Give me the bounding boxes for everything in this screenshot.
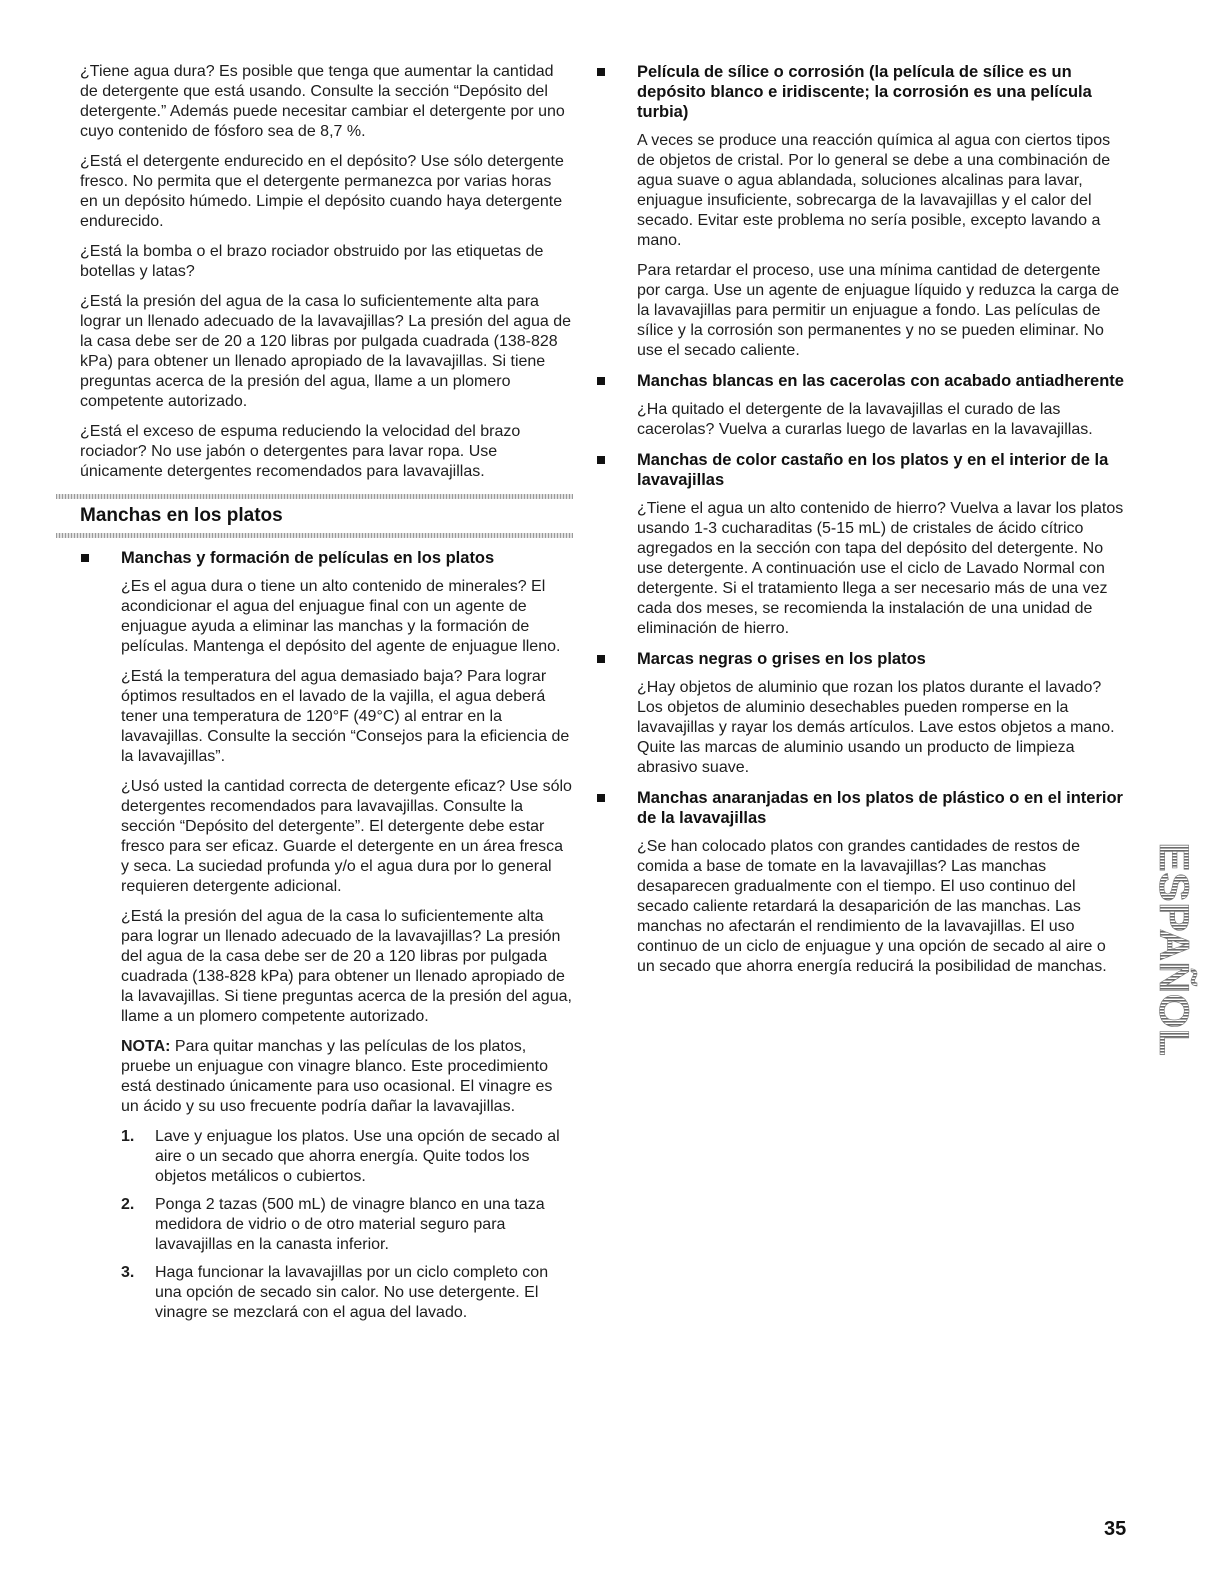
- step-number: 3.: [121, 1264, 135, 1281]
- intro-paragraph: ¿Tiene agua dura? Es posible que tenga que aumentar la cantidad de detergente que está usando. Consulte la sección “Depósito del detergente.” Además puede necesitar cambiar el detergente por uno cuyo contenido de fósforo sea de 8,7 %.: [80, 63, 565, 140]
- step-item: [121, 1263, 573, 1323]
- section-header: [56, 494, 573, 538]
- bullet-paragraph: ¿Es el agua dura o tiene un alto contenido de minerales? El acondicionar el agua del enjuague final con un agente de enjuague ayuda a eliminar las manchas y la formación de películas. Mantenga el depósito del agente de enjuague lleno.: [121, 578, 561, 655]
- bullet-heading-text: Manchas blancas en las cacerolas con acabado antiadherente: [637, 372, 1124, 390]
- step-item: [121, 1127, 573, 1187]
- language-side-tab: [1150, 838, 1200, 1060]
- bullet-paragraph: ¿Hay objetos de aluminio que rozan los platos durante el lavado? Los objetos de aluminio desechables pueden romperse en la lavavajillas y rayar los demás artículos. Lave estos objetos a mano. Quite las marcas de aluminio usando un producto de limpieza abrasivo suave.: [637, 679, 1115, 776]
- bullet-paragraph: ¿Está la presión del agua de la casa lo suficientemente alta para lograr un llenado adecuado de la lavavajillas? La presión del agua de la casa debe ser de 20 a 120 libras por pulgada cuadrada (138-828 kPa) para obtener un llenado apropiado de la lavavajillas. Si tiene preguntas acerca de la presión del agua, llame a un plomero competente autorizado.: [121, 908, 572, 1025]
- bullet-heading: [637, 371, 1126, 391]
- bullet-square-icon: [597, 794, 605, 802]
- section-title: Manchas en los platos: [80, 505, 283, 526]
- bullet-square-icon: [597, 68, 605, 76]
- bullet-paragraph: ¿Se han colocado platos con grandes cantidades de restos de comida a base de tomate en la lavavajillas? Las manchas desaparecen gradualmente con el tiempo. El uso continuo del secado caliente retardará la desaparición de las manchas. Las manchas no afectarán el rendimiento de la lavavajillas. El uso continuo de un ciclo de enjuague y una opción de secado al aire o un secado que ahorra energía reducirá la posibilidad de manchas.: [637, 838, 1107, 975]
- note-paragraph: [121, 1037, 573, 1117]
- side-tab-label: ESPAÑOL: [1151, 842, 1198, 1042]
- bullet-block: [637, 62, 1126, 977]
- right-column: [596, 62, 1126, 987]
- language-tab-graphic: [1150, 838, 1200, 1060]
- step-text: Haga funcionar la lavavajillas por un ciclo completo con una opción de secado sin calor. No use detergente. El vinagre se mezclará con el agua del lavado.: [155, 1264, 549, 1321]
- step-number: 2.: [121, 1196, 135, 1213]
- step-item: [121, 1195, 573, 1255]
- bullet-heading-text: Marcas negras o grises en los platos: [637, 650, 926, 668]
- bullet-paragraph: A veces se produce una reacción química al agua con ciertos tipos de objetos de cristal. Por lo general se debe a una combinación de agua suave o agua ablandada, soluciones alcalinas para lavar, enjuague insuficiente, sobrecarga de la lavavajillas y el calor del secado. Evitar este problema no sería posible, excepto lavando a mano.: [637, 132, 1111, 249]
- bullet-square-icon: [597, 655, 605, 663]
- bullet-heading: [637, 62, 1126, 122]
- step-number: 1.: [121, 1128, 135, 1145]
- bullet-square-icon: [81, 554, 89, 562]
- note-label: NOTA:: [121, 1038, 171, 1055]
- bullet-paragraph: Para retardar el proceso, use una mínima cantidad de detergente por carga. Use un agente de enjuague líquido y reduzca la carga de la lavavajillas para permitir un enjuague a fondo. Las películas de sílice y la corrosión son permanentes y no se pueden eliminar. No use el secado caliente.: [637, 262, 1120, 359]
- intro-paragraph: ¿Está la presión del agua de la casa lo suficientemente alta para lograr un llenado adecuado de la lavavajillas? La presión del agua de la casa debe ser de 20 a 120 libras por pulgada cuadrada (138-828 kPa) para obtener un llenado apropiado de la lavavajillas. Si tiene preguntas acerca de la presión del agua, llame a un plomero competente autorizado.: [80, 293, 572, 410]
- bullet-heading: [121, 548, 573, 568]
- intro-paragraph: ¿Está el detergente endurecido en el depósito? Use sólo detergente fresco. No permita que el detergente permanezca por varias horas en un depósito húmedo. Limpie el depósito cuando haya detergente endurecido.: [80, 153, 564, 230]
- page-number: 35: [1104, 1518, 1127, 1540]
- bullet-block: [121, 548, 573, 1323]
- bullet-heading-text: Película de sílice o corrosión (la película de sílice es un depósito blanco e iridiscente; la corrosión es una película turbia): [637, 63, 1092, 121]
- bullet-heading: [637, 649, 1126, 669]
- bullet-heading: [637, 450, 1126, 490]
- section-rule-bottom: [56, 533, 573, 538]
- steps-list: [121, 1127, 573, 1323]
- bullet-paragraph: ¿Tiene el agua un alto contenido de hierro? Vuelva a lavar los platos usando 1-3 cucharaditas (5-15 mL) de cristales de ácido cítrico agregados en la sección con tapa del depósito del detergente. No use detergente. A continuación use el ciclo de Lavado Normal con detergente. Si el tratamiento llega a ser necesario más de una vez cada dos meses, se recomienda la instalación de una unidad de eliminación de hierro.: [637, 500, 1124, 637]
- bullet-heading: [637, 788, 1126, 828]
- bullet-heading-text: Manchas y formación de películas en los platos: [121, 549, 495, 567]
- step-text: Ponga 2 tazas (500 mL) de vinagre blanco en una taza medidora de vidrio o de otro material seguro para lavavajillas en la canasta inferior.: [155, 1196, 545, 1253]
- bullet-paragraph: ¿Usó usted la cantidad correcta de detergente eficaz? Use sólo detergentes recomendados para lavavajillas. Consulte la sección “Depósito del detergente”. El detergente debe estar fresco para ser eficaz. Guarde el detergente en un área fresca y seca. La suciedad profunda y/o el agua dura por lo general requieren detergente adicional.: [121, 778, 572, 895]
- note-text: Para quitar manchas y las películas de los platos, pruebe un enjuague con vinagre blanco. Este procedimiento está destinado únicamente para uso ocasional. El vinagre es un ácido y su uso frecuente podría dañar la lavavajillas.: [121, 1038, 553, 1115]
- intro-paragraph: ¿Está la bomba o el brazo rociador obstruido por las etiquetas de botellas y latas?: [80, 243, 544, 280]
- step-text: Lave y enjuague los platos. Use una opción de secado al aire o un secado que ahorra energía. Quite todos los objetos metálicos o cubiertos.: [155, 1128, 560, 1185]
- left-column: [80, 62, 573, 1331]
- bullet-square-icon: [597, 377, 605, 385]
- bullet-square-icon: [597, 456, 605, 464]
- bullet-paragraph: ¿Ha quitado el detergente de la lavavajillas el curado de las cacerolas? Vuelva a curarlas luego de lavarlas en la lavavajillas.: [637, 401, 1093, 438]
- bullet-heading-text: Manchas de color castaño en los platos y en el interior de la lavavajillas: [637, 451, 1109, 489]
- section-rule-top: [56, 494, 573, 499]
- bullet-paragraph: ¿Está la temperatura del agua demasiado baja? Para lograr óptimos resultados en el lavado de la vajilla, el agua deberá tener una temperatura de 120°F (49°C) al entrar en la lavavajillas. Consulte la sección “Consejos para la eficiencia de la lavavajillas”.: [121, 668, 570, 765]
- bullet-heading-text: Manchas anaranjadas en los platos de plástico o en el interior de la lavavajillas: [637, 789, 1123, 827]
- intro-paragraph: ¿Está el exceso de espuma reduciendo la velocidad del brazo rociador? No use jabón o detergentes para lavar ropa. Use únicamente detergentes recomendados para lavavajillas.: [80, 423, 521, 480]
